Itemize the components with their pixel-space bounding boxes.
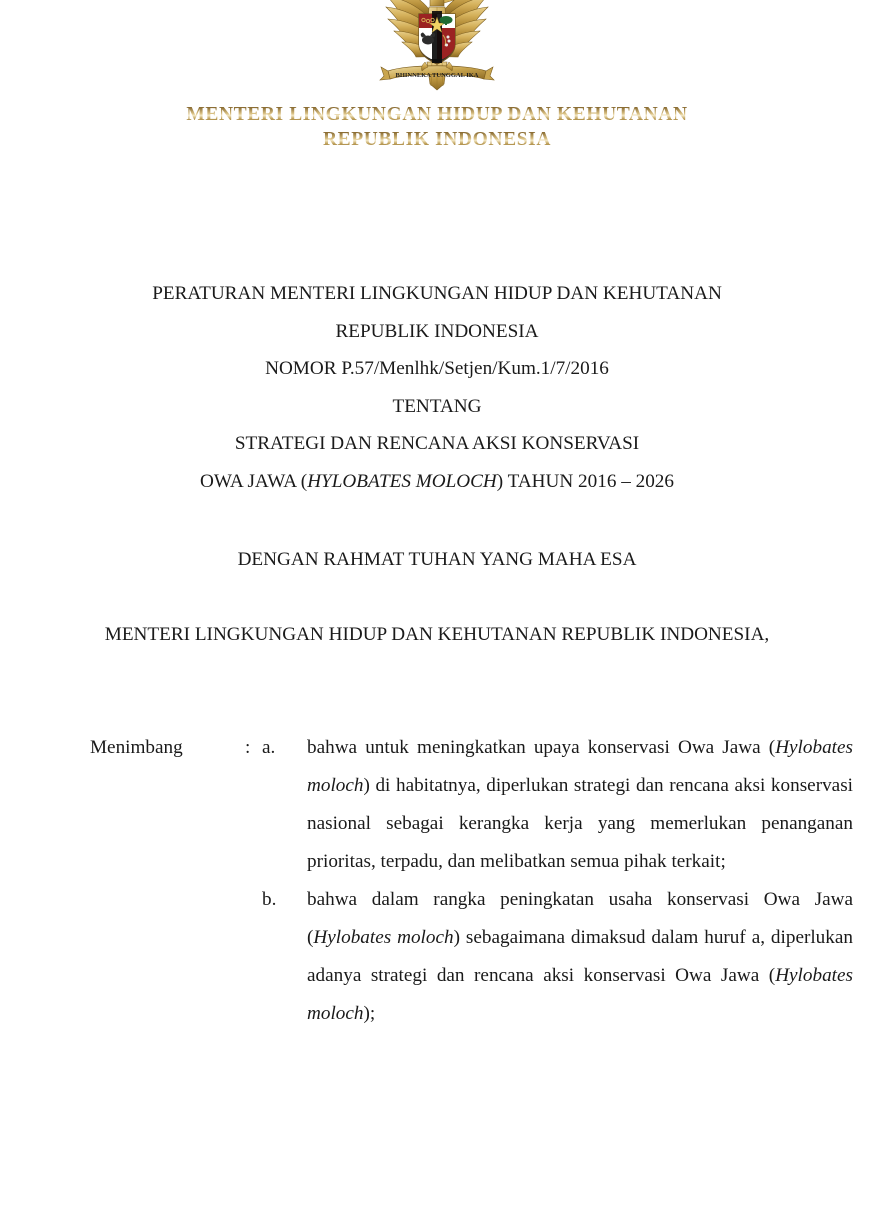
body-text-segment-4: ); [363, 1003, 376, 1024]
body-text-segment-2: ) sebagaimana dimaksud dalam huruf a, diperlukan adanya strategi dan rencana aksi konservasi Owa Jawa ( [307, 927, 853, 986]
considerations-colon: : [245, 737, 251, 758]
garuda-pancasila-emblem [373, 0, 501, 98]
ministry-header-line-2: REPUBLIK INDONESIA [0, 127, 874, 152]
ministry-header [0, 102, 874, 152]
ministry-header-line-1: MENTERI LINGKUNGAN HIDUP DAN KEHUTANAN [0, 102, 874, 127]
emblem-motto-text: BHINNEKA TUNGGAL IKA [395, 72, 479, 79]
title-line-1: PERATURAN MENTERI LINGKUNGAN HIDUP DAN KEHUTANAN [152, 283, 722, 304]
consideration-body-a [307, 729, 853, 881]
consideration-item-b [90, 881, 853, 1033]
consideration-item-a [90, 729, 853, 881]
species-name-italic: HYLOBATES MOLOCH [307, 470, 497, 492]
title-tentang-label: TENTANG [392, 395, 482, 417]
body-text-segment-0: bahwa untuk meningkatkan upaya konservasi Owa Jawa ( [307, 737, 776, 758]
consideration-body-b [307, 881, 853, 1033]
consideration-letter-b: b. [262, 889, 277, 910]
title-line-2: REPUBLIK INDONESIA [335, 320, 539, 342]
signatory-line: MENTERI LINGKUNGAN HIDUP DAN KEHUTANAN REPUBLIK INDONESIA, [104, 624, 770, 645]
consideration-letter-a: a. [262, 737, 276, 758]
invocation-line: DENGAN RAHMAT TUHAN YANG MAHA ESA [237, 549, 637, 570]
title-subject-suffix: ) TAHUN 2016 – 2026 [496, 470, 674, 492]
body-text-segment-0: bahwa dalam rangka peningkatan usaha konservasi Owa Jawa ( [307, 889, 853, 948]
considerations-label: Menimbang [90, 737, 183, 758]
species-name-italic: Hylobates moloch [307, 737, 853, 796]
regulation-title-block [0, 275, 874, 501]
considerations-section [90, 729, 853, 1033]
title-subject-prefix: OWA JAWA ( [200, 470, 308, 492]
species-name-italic: Hylobates moloch [313, 927, 454, 948]
title-subject-line-1: STRATEGI DAN RENCANA AKSI KONSERVASI [234, 433, 640, 455]
garuda-emblem-container [0, 0, 874, 98]
regulation-number: NOMOR P.57/Menlhk/Setjen/Kum.1/7/2016 [265, 358, 609, 380]
title-subject-line-2 [0, 463, 874, 501]
body-text-segment-2: ) di habitatnya, diperlukan strategi dan rencana aksi konservasi nasional sebagai kerangka kerja yang memerlukan penanganan prioritas, terpadu, dan melibatkan semua pihak terkait; [307, 775, 853, 872]
species-name-italic: Hylobates moloch [307, 965, 853, 1024]
